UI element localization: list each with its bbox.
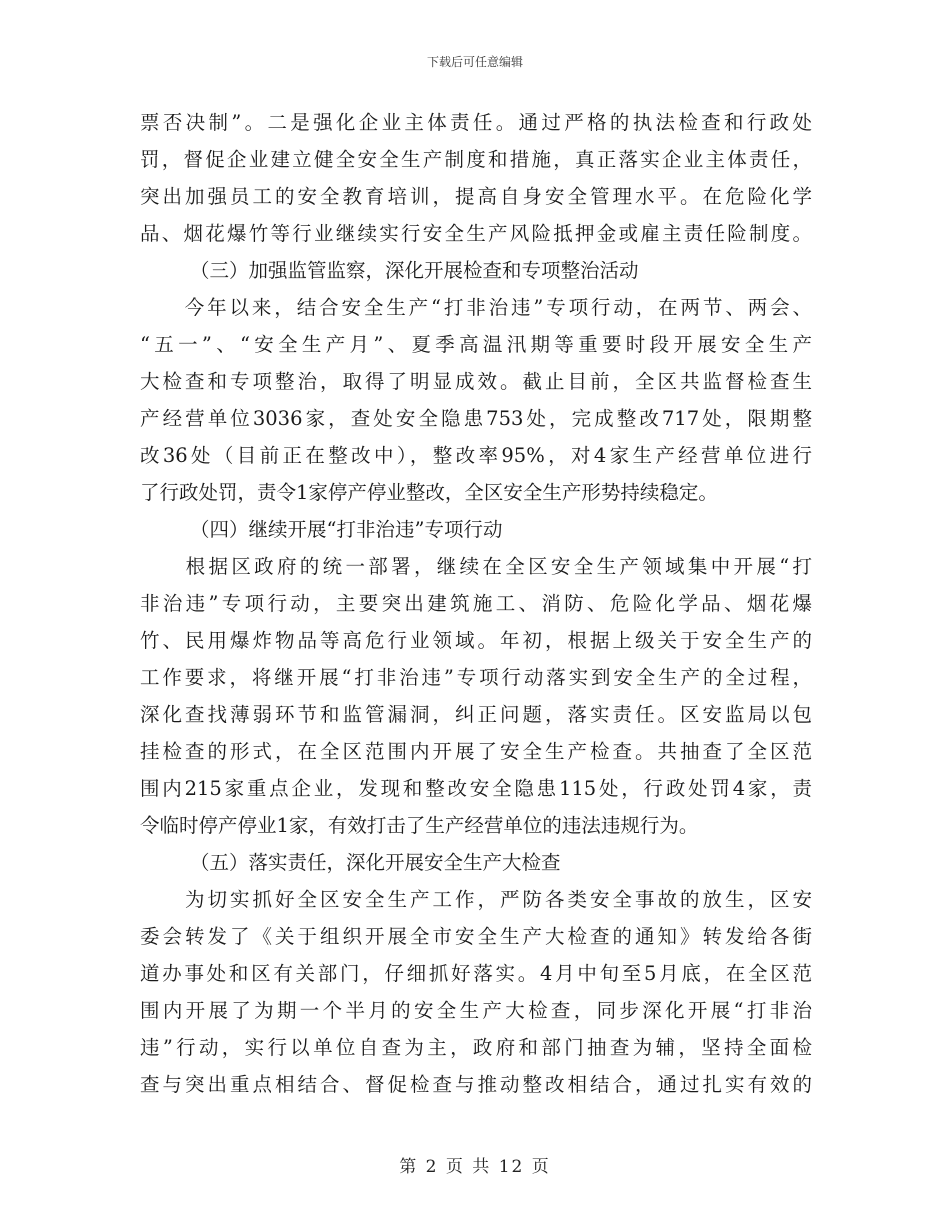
page-number-footer: 第 2 页 共 12 页 [399, 1157, 551, 1177]
document-body [140, 104, 812, 1103]
page-header: 下载后可任意编辑 [426, 55, 523, 69]
text-line: 道办事处和区有关部门，仔细抓好落实。4月中旬至5月底，在全区范 [140, 962, 812, 985]
text-line: 委会转发了《关于组织开展全市安全生产大检查的通知》转发给各街 [140, 925, 812, 948]
text-line: 大检查和专项整治，取得了明显成效。截止目前，全区共监督检查生 [140, 370, 812, 393]
text-line: 罚，督促企业建立健全安全生产制度和措施，真正落实企业主体责任， [140, 148, 812, 171]
text-line: 围内开展了为期一个半月的安全生产大检查，同步深化开展“打非治 [140, 999, 812, 1022]
text-line: 竹、民用爆炸物品等高危行业领域。年初，根据上级关于安全生产的 [140, 629, 812, 652]
text-line: 工作要求，将继开展“打非治违”专项行动落实到安全生产的全过程， [140, 666, 812, 689]
text-line: 今年以来，结合安全生产“打非治违”专项行动，在两节、两会、 [140, 296, 812, 319]
text-line: 深化查找薄弱环节和监管漏洞，纠正问题，落实责任。区安监局以包 [140, 703, 812, 726]
text-line: 为切实抓好全区安全生产工作，严防各类安全事故的放生，区安 [140, 888, 812, 911]
text-line: 产经营单位3036家，查处安全隐患753处，完成整改717处，限期整 [140, 407, 812, 430]
text-line: 了行政处罚，责令1家停产停业整改，全区安全生产形势持续稳定。 [140, 481, 718, 504]
section-heading: （五）落实责任，深化开展安全生产大检查 [190, 851, 561, 874]
text-line: 改36处（目前正在整改中），整改率95%，对4家生产经营单位进行 [140, 444, 812, 467]
text-line: 品、烟花爆竹等行业继续实行安全生产风险抵押金或雇主责任险制度。 [140, 222, 812, 245]
text-line: 非治违”专项行动，主要突出建筑施工、消防、危险化学品、烟花爆 [140, 592, 812, 615]
text-line: 票否决制”。二是强化企业主体责任。通过严格的执法检查和行政处 [140, 111, 812, 134]
section-heading: （四）继续开展“打非治违”专项行动 [190, 518, 503, 541]
text-line: 围内215家重点企业，发现和整改安全隐患115处，行政处罚4家，责 [140, 777, 812, 800]
text-line: 违”行动，实行以单位自查为主，政府和部门抽查为辅，坚持全面检 [140, 1036, 812, 1059]
text-line: “五一”、“安全生产月”、夏季高温汛期等重要时段开展安全生产 [140, 333, 812, 356]
section-heading: （三）加强监管监察，深化开展检查和专项整治活动 [190, 259, 639, 282]
text-line: 根据区政府的统一部署，继续在全区安全生产领域集中开展“打 [140, 555, 812, 578]
text-line: 突出加强员工的安全教育培训，提高自身安全管理水平。在危险化学 [140, 185, 812, 208]
text-line: 挂检查的形式，在全区范围内开展了安全生产检查。共抽查了全区范 [140, 740, 812, 763]
text-line: 令临时停产停业1家，有效打击了生产经营单位的违法违规行为。 [140, 814, 699, 837]
text-line: 查与突出重点相结合、督促检查与推动整改相结合，通过扎实有效的 [140, 1073, 812, 1096]
